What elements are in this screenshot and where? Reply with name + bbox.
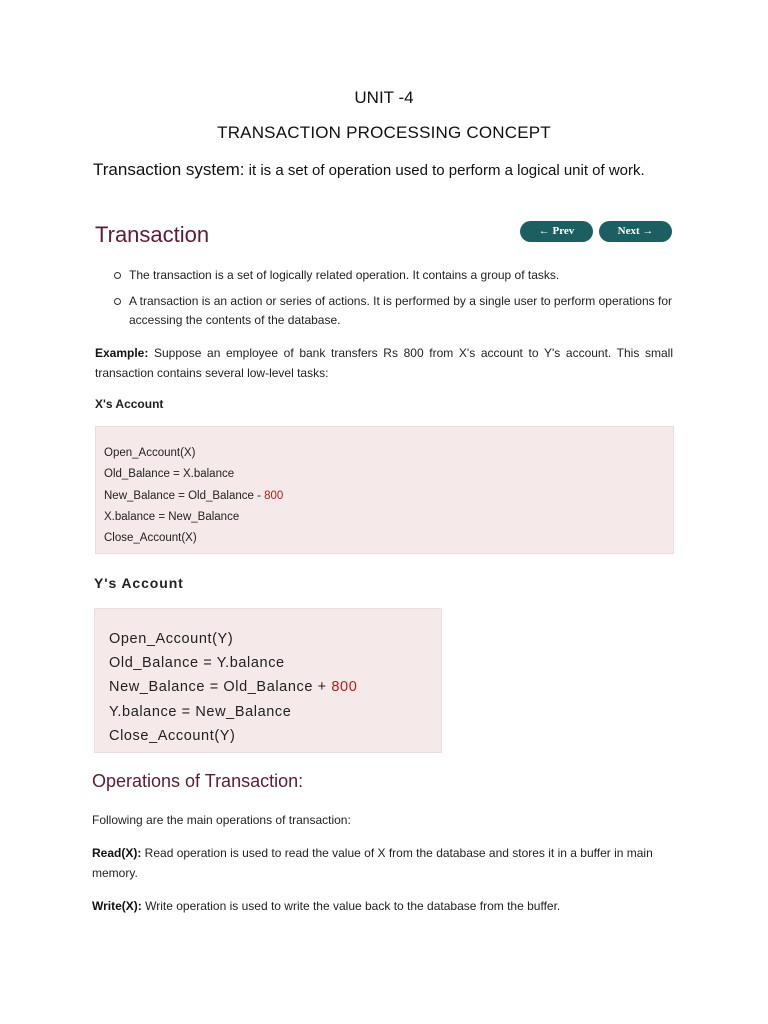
write-operation — [92, 897, 676, 917]
code-line: Y.balance = New_Balance — [109, 703, 292, 720]
read-label: Read(X): — [92, 846, 142, 860]
read-operation — [92, 844, 676, 883]
intro-paragraph — [93, 158, 683, 183]
code-line: Open_Account(Y) — [109, 631, 234, 647]
intro-definition: it is a set of operation used to perform a logical unit of work. — [244, 162, 645, 179]
code-line: Close_Account(Y) — [109, 727, 236, 744]
code-line: Close_Account(X) — [104, 532, 197, 545]
page-title: TRANSACTION PROCESSING CONCEPT — [217, 123, 551, 142]
y-account-code-box — [94, 608, 442, 753]
example-text: Suppose an employee of bank transfers Rs 800 from X's account to Y's account. This small transaction contains several low-level tasks: — [95, 346, 673, 380]
x-account-label: X's Account — [95, 397, 164, 411]
code-line — [109, 675, 441, 699]
code-line — [104, 486, 673, 507]
code-line: X.balance = New_Balance — [104, 510, 240, 523]
intro-term: Transaction system: — [93, 160, 245, 179]
code-amount: 800 — [264, 489, 284, 502]
code-amount: 800 — [331, 679, 358, 696]
operations-intro: Following are the main operations of transaction: — [92, 813, 351, 827]
example-label: Example: — [95, 346, 149, 360]
code-line: Old_Balance = X.balance — [104, 468, 235, 481]
code-line: Open_Account(X) — [104, 447, 196, 459]
bullet-item: The transaction is a set of logically related operation. It contains a group of tasks. — [114, 266, 672, 286]
next-button[interactable]: Next → — [599, 221, 672, 242]
write-text: Write operation is used to write the value back to the database from the buffer. — [141, 899, 561, 913]
bullet-item: A transaction is an action or series of actions. It is performed by a single user to perform operations for accessing the contents of the database. — [114, 292, 672, 331]
example-paragraph — [95, 344, 673, 383]
read-text: Read operation is used to read the value of X from the database and stores it in a buffer in main memory. — [92, 846, 653, 880]
prev-button[interactable]: ← Prev — [520, 221, 593, 242]
unit-number: UNIT -4 — [354, 88, 414, 107]
x-account-code-box — [95, 426, 674, 554]
code-line: Old_Balance = Y.balance — [109, 655, 285, 672]
operations-heading: Operations of Transaction: — [92, 771, 304, 791]
y-account-label: Y's Account — [94, 575, 184, 591]
transaction-heading: Transaction — [95, 222, 210, 247]
code-line-text: New_Balance = Old_Balance - — [104, 489, 265, 502]
transaction-bullet-list — [114, 266, 672, 331]
code-line-text: New_Balance = Old_Balance + — [109, 679, 332, 696]
write-label: Write(X): — [92, 899, 142, 913]
